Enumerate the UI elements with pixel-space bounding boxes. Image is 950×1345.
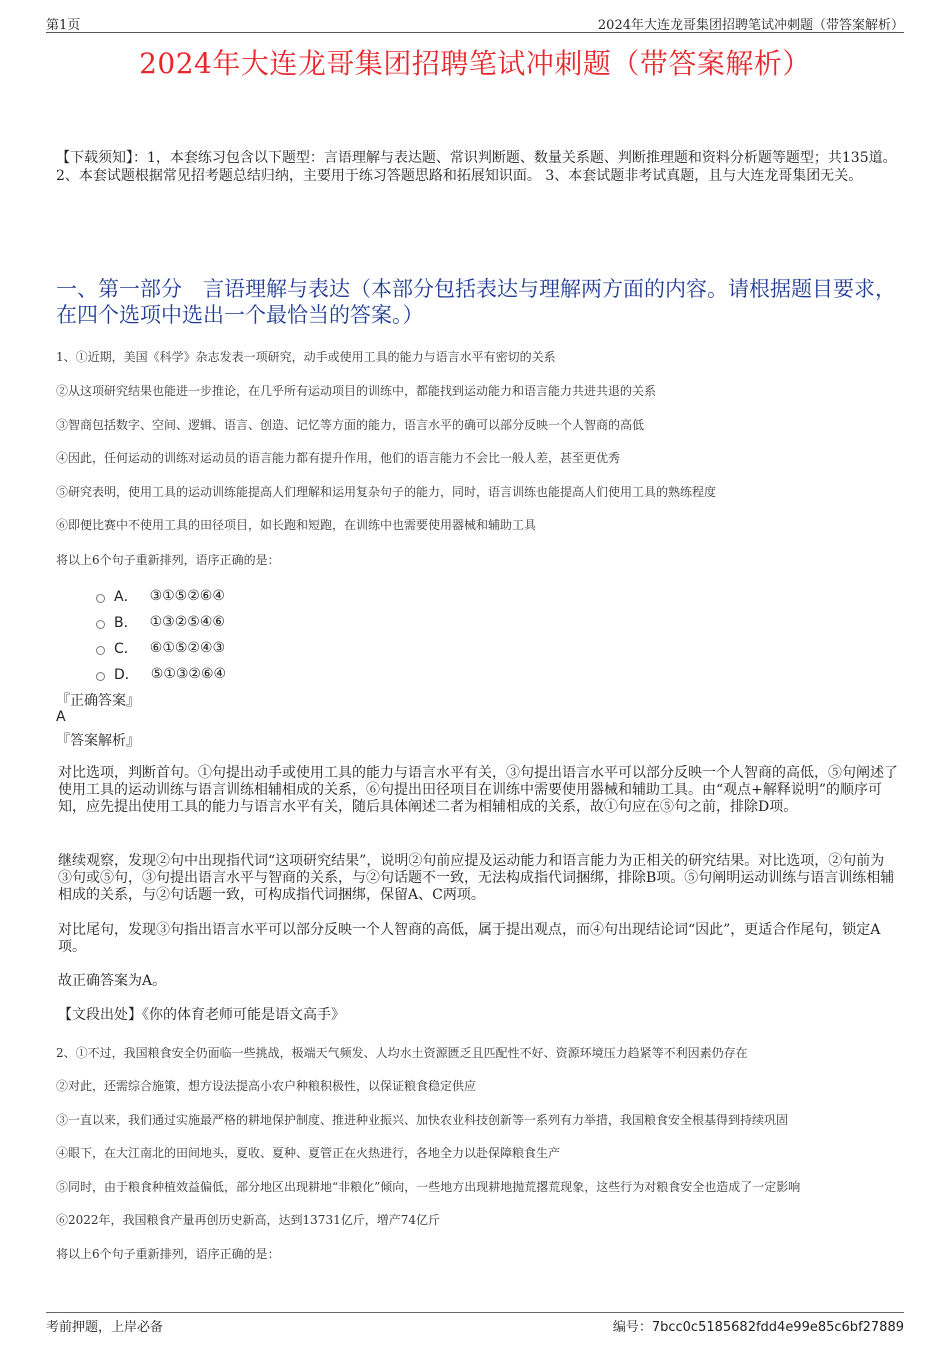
- option-a[interactable]: [96, 583, 226, 609]
- page-header: [46, 14, 904, 33]
- footer-slogan: 考前押题，上岸必备: [46, 1320, 164, 1335]
- option-letter: B．: [114, 615, 138, 631]
- q1-sentence-3: ③智商包括数字、空间、逻辑、语言、创造、记忆等方面的能力，语言水平的确可以部分反映一个人智商的高低: [56, 418, 645, 432]
- analysis-conclusion: 故正确答案为A。: [58, 973, 167, 989]
- download-notice: 【下载须知】：1，本套练习包含以下题型：言语理解与表达题、常识判断题、数量关系题、判断推理题和资料分析题等题型；共135道。 2、本套试题根据常见招考题总结归纳，主要用于练习答题思路和拓展知识面。 3、本套试题非考试真题，且与大连龙哥集团无关。: [56, 150, 897, 184]
- option-text: ①③②⑤④⑥: [149, 614, 225, 630]
- analysis-paragraph-3: 对比尾句，发现③句指出语言水平可以部分反映一个人智商的高低，属于提出观点，而④句出现结论词“因此”，更适合作尾句，锁定A项。: [58, 922, 881, 955]
- correct-answer: A: [56, 709, 66, 725]
- q1-options: [96, 583, 226, 687]
- q1-sentence-5: ⑤研究表明，使用工具的运动训练能提高人们理解和运用复杂句子的能力，同时，语言训练也能提高人们使用工具的熟练程度: [56, 485, 717, 499]
- option-text: ③①⑤②⑥④: [149, 588, 225, 604]
- q1-sentence-6: ⑥即便比赛中不使用工具的田径项目，如长跑和短跑，在训练中也需要使用器械和辅助工具: [56, 518, 537, 532]
- q2-sentence-2: ②对此，还需综合施策，想方设法提高小农户种粮积极性，以保证粮食稳定供应: [56, 1079, 477, 1093]
- analysis-paragraph-1: 对比选项，判断首句。①句提出动手或使用工具的能力与语言水平有关，③句提出语言水平可以部分反映一个人智商的高低，⑤句阐述了使用工具的运动训练与语言训练相辅相成的关系，⑥句提出田径项目在训练中需要使用器械和辅助工具。由“观点+解释说明”的顺序可知，应先提出使用工具的能力与语言水平有关，随后具体阐述二者为相辅相成的关系，故①句应在⑤句之前，排除D项。: [58, 765, 898, 815]
- header-doc-title: 2024年大连龙哥集团招聘笔试冲刺题（带答案解析）: [597, 18, 904, 33]
- radio-icon[interactable]: [96, 620, 105, 629]
- option-c[interactable]: [96, 635, 226, 661]
- option-b[interactable]: [96, 609, 226, 635]
- q2-sentence-1: 2、①不过，我国粮食安全仍面临一些挑战，极端天气频发、人均水土资源匮乏且匹配性不好、资源环境压力趋紧等不利因素仍存在: [56, 1046, 748, 1060]
- q2-sentence-3: ③一直以来，我们通过实施最严格的耕地保护制度、推进种业振兴、加快农业科技创新等一系列有力举措，我国粮食安全根基得到持续巩固: [56, 1113, 789, 1127]
- page-number: 第1页: [46, 18, 81, 33]
- text-source: 【文段出处】《你的体育老师可能是语文高手》: [58, 1007, 345, 1023]
- radio-icon[interactable]: [96, 594, 105, 603]
- document-title: 2024年大连龙哥集团招聘笔试冲刺题（带答案解析）: [139, 47, 811, 80]
- page-footer: [46, 1312, 904, 1333]
- analysis-paragraph-2: 继续观察，发现②句中出现指代词“这项研究结果”，说明②句前应提及运动能力和语言能力为正相关的研究结果。对比选项，②句前为③句或⑤句，③句提出语言水平与智商的关系，与②句话题不一致，无法构成指代词捆绑，排除B项。⑤句阐明运动训练与语言训练相辅相成的关系，与②句话题一致，可构成指代词捆绑，保留A、C两项。: [58, 853, 895, 903]
- q1-sentence-1: 1、①近期，美国《科学》杂志发表一项研究，动手或使用工具的能力与语言水平有密切的关系: [56, 350, 556, 364]
- option-letter: C．: [114, 641, 138, 657]
- footer-doc-id: 编号：7bcc0c5185682fdd4e99e85c6bf27889: [612, 1320, 904, 1335]
- q1-sentence-2: ②从这项研究结果也能进一步推论，在几乎所有运动项目的训练中，都能找到运动能力和语言能力共进共退的关系: [56, 384, 657, 398]
- option-letter: A．: [114, 589, 138, 605]
- q2-sentence-5: ⑤同时，由于粮食种植效益偏低，部分地区出现耕地“非粮化”倾向，一些地方出现耕地抛荒撂荒现象，这些行为对粮食安全也造成了一定影响: [56, 1180, 801, 1194]
- option-letter: D．: [114, 667, 139, 683]
- q1-prompt: 将以上6个句子重新排列，语序正确的是：: [56, 553, 280, 567]
- option-text: ⑥①⑤②④③: [149, 640, 226, 656]
- correct-answer-label: 『正确答案』: [56, 693, 140, 709]
- q2-sentence-6: ⑥2022年，我国粮食产量再创历史新高，达到13731亿斤，增产74亿斤: [56, 1213, 440, 1227]
- analysis-label: 『答案解析』: [56, 733, 140, 749]
- option-text: ⑤①③②⑥④: [150, 666, 227, 682]
- q2-sentence-4: ④眼下，在大江南北的田间地头，夏收、夏种、夏管正在火热进行，各地全力以赴保障粮食生产: [56, 1146, 561, 1160]
- q1-sentence-4: ④因此，任何运动的训练对运动员的语言能力都有提升作用，他们的语言能力不会比一般人差，甚至更优秀: [56, 451, 621, 465]
- section-title: 一、第一部分 言语理解与表达（本部分包括表达与理解两方面的内容。请根据题目要求，在四个选项中选出一个最恰当的答案。）: [56, 277, 896, 327]
- radio-icon[interactable]: [96, 646, 105, 655]
- option-d[interactable]: [96, 661, 226, 687]
- radio-icon[interactable]: [96, 672, 105, 681]
- q2-prompt: 将以上6个句子重新排列，语序正确的是：: [56, 1247, 280, 1261]
